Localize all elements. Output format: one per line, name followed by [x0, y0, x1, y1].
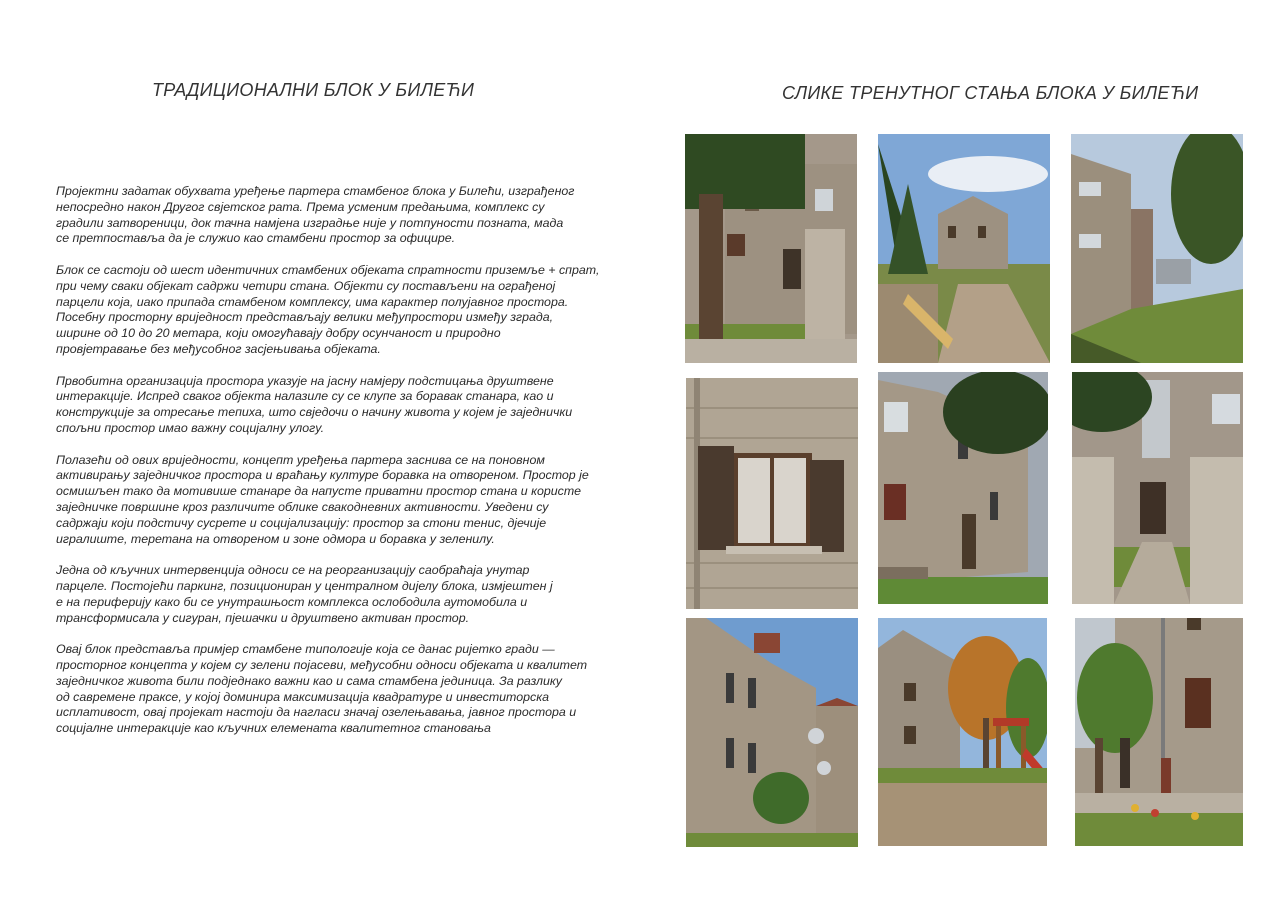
page-title-left: ТРАДИЦИОНАЛНИ БЛОК У БИЛЕЋИ — [152, 80, 475, 100]
photo-playground-with-autumn-tree — [878, 618, 1047, 846]
photo-building-facade-with-tree — [878, 372, 1048, 604]
photo-stone-building-behind-tree — [685, 134, 857, 363]
photo-building-side-with-lawn — [1071, 134, 1243, 363]
paragraph-2: Блок се састоји од шест идентичних стамбених објеката спратности приземље + спрат, при чему сваки објекат садржи четири стана. Објекти су постављени на ограђеној парцели која, иако припада стамбеном комплексу, има карактер полујавног простора. Посебну просторну вриједност представљају велики међупростори између зграда, ширине од 10 до 20 метара, који омогућавају добру осунчаност и природно провјетравање без међусобног засјењивања објеката. — [56, 262, 600, 356]
photo-corner-view-of-building — [686, 618, 858, 847]
paragraph-4: Полазећи од ових вриједности, концепт уређења партера заснива се на поновном активирању заједничког простора и враћању културе боравка на отвореном. Простор је осмишљен тако да мотивише станаре да напусте приватни простор стана и користе заједничке површине кроз различите облике свакодневних активности. Уведени су садржаји који подстичу сусрете и социјализацију: простор за стони тенис, дјечије игралиште, теретана на отвореном и зоне одмора и боравка у зеленилу. — [56, 452, 589, 546]
paragraph-5: Једна од кључних интервенција односи се на реорганизацију саобраћаја унутар парцеле. Постојећи паркинг, позициониран у централном дијелу блока, измјештен ј е на периферију како би се унутрашњост комплекса ослободила аутомобила и трансформисала у сигуран, пјешачки и друштвено активан простор. — [56, 563, 553, 625]
photo-building-with-garden — [1075, 618, 1243, 846]
paragraph-6: Овај блок представља примјер стамбене типологије која се данас ријетко гради — просторног концепта у којем су зелени појасеви, међусобни односи објеката и квалитет заједничког живота били подједнако важни као и сама стамбена јединица. За разлику од савремене праксе, у којој доминира максимизација квадратуре и инвеститорска исплативост, овај пројекат настоји да нагласи значај озелењавања, јавног простора и социјалне интеракције као кључних елемената квалитетног становања — [56, 642, 588, 736]
photo-window-with-wooden-shutters — [686, 378, 858, 609]
paragraph-1: Пројектни задатак обухвата уређење партера стамбеног блока у Билећи, изграђеног непосредно након Другог свјетског рата. Према усменим предањима, комплекс су градили затвореници, док тачна намјена изградње није у потпуности позната, мада се претпоставља да је служио као стамбени простор за официре. — [56, 184, 575, 246]
photo-building-with-construction-path — [878, 134, 1050, 363]
photo-stone-gate-pillars — [1072, 372, 1243, 604]
paragraph-3: Првобитна организација простора указује на јасну намјеру подстицања друштвене интеракције. Испред сваког објекта налазиле су се клупе за боравак станара, као и конструкције за отресање тепиха, што свједочи о начину живота у којем је заједнички спољни простор имао важну социјалну улогу. — [56, 373, 573, 435]
body-text — [56, 184, 616, 753]
page-title-right: СЛИКЕ ТРЕНУТНОГ СТАЊА БЛОКА У БИЛЕЋИ — [782, 83, 1199, 103]
